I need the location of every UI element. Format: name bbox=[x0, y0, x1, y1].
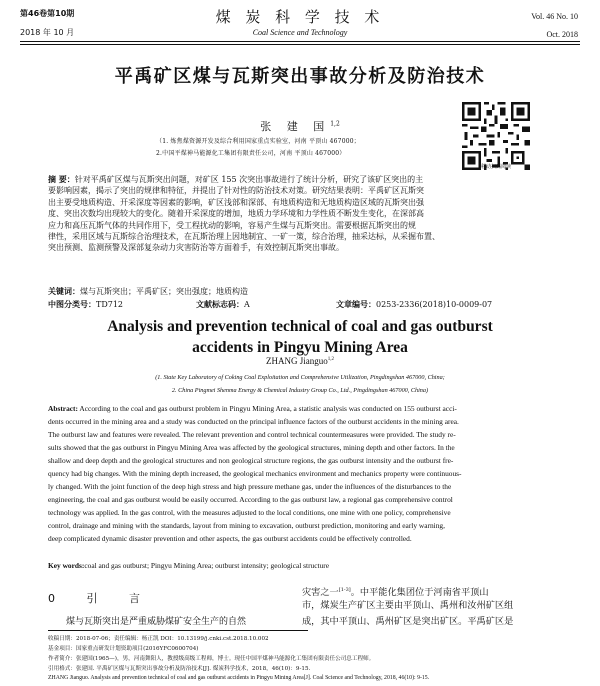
keywords-en-value: coal and gas outburst; Pingyu Mining Area; outburst intensity; geological structure bbox=[84, 561, 330, 570]
abstract-cn-label: 摘 要： bbox=[48, 175, 75, 184]
body-text-right bbox=[302, 582, 572, 630]
affiliation-cn-1: （1. 炼焦煤资源开发及综合利用国家重点实验室，河南 平顶山 467000； bbox=[156, 138, 360, 145]
abstract-en-line: dents occurred in the mining area and a study was conducted on the principal influence factors of the outburst accidents in the mining area. bbox=[48, 417, 459, 427]
abstract-cn bbox=[48, 174, 554, 254]
abstract-en-line: ly changed. With the joint function of the deep high stress and high pressure methane gas, under the influences of the disturbances to the bbox=[48, 482, 452, 492]
section-heading-introduction: 0 引 言 bbox=[48, 592, 154, 605]
keywords-cn-label: 关键词： bbox=[48, 287, 80, 296]
qr-caption: 移动扫码阅读 bbox=[480, 164, 511, 170]
journal-volume-cn: 第46卷第10期 bbox=[20, 9, 75, 18]
keywords-en-label: Key words: bbox=[48, 561, 85, 570]
paper-title-en-line1: Analysis and prevention technical of coal and gas outburst bbox=[107, 318, 493, 335]
affiliation-en-1: (1. State Key Laboratory of Coking Coal Exploitation and Comprehensive Utilization, Pingdingshan 467000, China; bbox=[155, 374, 445, 381]
keywords-cn bbox=[48, 286, 248, 297]
article-no-value: 0253-2336(2018)10-0009-07 bbox=[376, 300, 493, 309]
abstract-cn-line: 出主要受地质构造、开采深度等因素的影响，矿区浅部和深部、有地质构造和无地质构造区域的瓦斯突出强 bbox=[48, 197, 424, 207]
abstract-en-line: control, drainage and mining with the standards, layout from mining to excavation, outburst prediction, monitoring and early warning, bbox=[48, 521, 445, 531]
body-text-left: 煤与瓦斯突出是严重威胁煤矿安全生产的自然 bbox=[66, 617, 247, 627]
footnote-author-info: 作者简介：张建国(1965—)，男，河南舞阳人，教授级高级工程师，博士。现任中国平煤神马能源化工集团有限责任公司总工程师。 bbox=[48, 656, 375, 662]
abstract-en-line: technology was applied. In the gas control, with the measures adjusted to the local conditions, one mine with one policy, comprehensive bbox=[48, 508, 451, 518]
class-value: TD712 bbox=[96, 300, 124, 309]
doc-code-label: 文献标志码： bbox=[196, 300, 244, 309]
abstract-en-line: shallow and deep depth and the geological structures and non geological structure regions, the gas outburst intensity and the outburst fre- bbox=[48, 456, 454, 466]
abstract-cn-line: 要影响因素，揭示了突出的规律和特征，并提出了针对性的防治技术对策。研究结果表明：平禹矿区瓦斯突 bbox=[48, 186, 424, 196]
qr-code-icon[interactable] bbox=[462, 102, 530, 170]
class-label: 中图分类号： bbox=[48, 300, 96, 309]
classification-row bbox=[48, 299, 558, 310]
abstract-en bbox=[48, 402, 558, 546]
footnote-fund: 基金项目：国家重点研发计划资助项目(2016YFC0600704) bbox=[48, 646, 199, 652]
abstract-en-label: Abstract: bbox=[48, 404, 78, 413]
journal-name-cn: 煤 炭 科 学 技 术 bbox=[215, 8, 385, 26]
abstract-cn-line: 应力和高压瓦斯气体的共同作用下，受工程扰动的影响，容易产生煤与瓦斯突出。需要根据瓦斯突出的规 bbox=[48, 220, 416, 230]
body-line: 成，其中平顶山、禹州矿区是突出矿区。平禹矿区是 bbox=[302, 616, 514, 627]
keywords-en bbox=[48, 561, 329, 570]
abstract-cn-line: 摘 要：针对平禹矿区煤与瓦斯突出问题，对矿区 155 次突出事故进行了统计分析，研究了该矿区突出的主 bbox=[48, 175, 424, 184]
author-en bbox=[0, 356, 600, 366]
abstract-en-line: quency had big changes. With the mining depth increased, the geological mechanics environment and mechanics property were continuous- bbox=[48, 469, 462, 479]
article-no-label: 文章编号： bbox=[336, 300, 376, 309]
abstract-en-line: deep complicated dynamic disaster prevention and other aspects, the gas outburst accidents could be effectively controlled. bbox=[48, 534, 412, 544]
paper-title-en-line2: accidents in Pingyu Mining Area bbox=[192, 339, 408, 356]
abstract-cn-line: 突出预测、监测预警及深部复杂动力灾害防治等方面着手，有效控制瓦斯突出事故。 bbox=[48, 243, 344, 253]
abstract-cn-line: 律性，采用区域与瓦斯综合治理技术，在瓦斯治理上因地制宜、一矿一策，综合治理，抽采达标，从采掘布置、 bbox=[48, 231, 440, 241]
header-rule-thin bbox=[20, 44, 580, 45]
footnote-rule bbox=[48, 630, 308, 631]
keywords-cn-value: 煤与瓦斯突出；平禹矿区；突出强度；地质构造 bbox=[80, 287, 248, 296]
journal-date-cn: 2018 年 10 月 bbox=[20, 28, 75, 37]
paper-title-cn: 平禹矿区煤与瓦斯突出事故分析及防治技术 bbox=[114, 66, 486, 87]
body-line: 灾害之一[1-3]。中平能化集团位于河南省平顶山 bbox=[302, 587, 489, 598]
affiliation-cn-2: 2.中国平煤神马能源化工集团有限责任公司，河南 平顶山 467000） bbox=[156, 150, 346, 157]
author-cn-affil-mark: 1,2 bbox=[330, 120, 340, 128]
journal-date-en: Oct. 2018 bbox=[546, 30, 578, 39]
citation-ref[interactable]: [1-3] bbox=[338, 587, 351, 593]
abstract-en-line: sults showed that the gas outburst in Pingyu Mining Area was affected by the geological structures, mining depth and other factors. In the bbox=[48, 443, 455, 453]
abstract-en-line: The outburst law and features were revealed. The relevant prevention and control technical countermeasures were provided. The study re- bbox=[48, 430, 456, 440]
author-en-affil-mark: 1,2 bbox=[327, 357, 334, 362]
abstract-cn-line: 度、突出次数均出现较大的变化。随着开采深度的增加，地质力学环境和力学性质不断发生变化，在深部高 bbox=[48, 209, 424, 219]
paper-title-en bbox=[0, 316, 600, 358]
journal-name-en: Coal Science and Technology bbox=[252, 28, 348, 37]
footnote-citation-en: ZHANG Jianguo. Analysis and prevention technical of coal and gas outburst accidents in Pingyu Mining Area[J]. Coal Science and Technology, 2018, 46(10): 9-15. bbox=[48, 675, 430, 681]
body-line: 市，煤炭生产矿区主要由平顶山、禹州和汝州矿区组 bbox=[302, 600, 514, 611]
abstract-en-line: Abstract: According to the coal and gas outburst problem in Pingyu Mining Area, a statistic analysis was conducted on 155 outburst acci- bbox=[48, 404, 457, 413]
footnote-citation-cn: 引用格式：张建国. 平禹矿区煤与瓦斯突出事故分析及防治技术[J]. 煤炭科学技术，2018，46(10)：9-15. bbox=[48, 666, 311, 672]
doc-code-value: A bbox=[244, 300, 250, 309]
affiliation-en-2: 2. China Pingmei Shenma Energy & Chemical Industry Group Co., Ltd., Pingdingshan 467000, China) bbox=[171, 387, 429, 394]
journal-volume-en: Vol. 46 No. 10 bbox=[531, 12, 578, 21]
author-cn-name: 张 建 国 bbox=[260, 120, 331, 133]
author-en-name: ZHANG Jianguo bbox=[266, 356, 328, 366]
abstract-en-line: engineering, the coal and gas outburst would be easily occurred. According to the gas outburst law, a regional gas comprehensive control bbox=[48, 495, 453, 505]
footnote-received: 收稿日期：2018-07-06；责任编辑：杨正凯 DOI：10.13199/j.cnki.cst.2018.10.002 bbox=[48, 636, 269, 642]
header-rule-thick bbox=[20, 41, 580, 42]
